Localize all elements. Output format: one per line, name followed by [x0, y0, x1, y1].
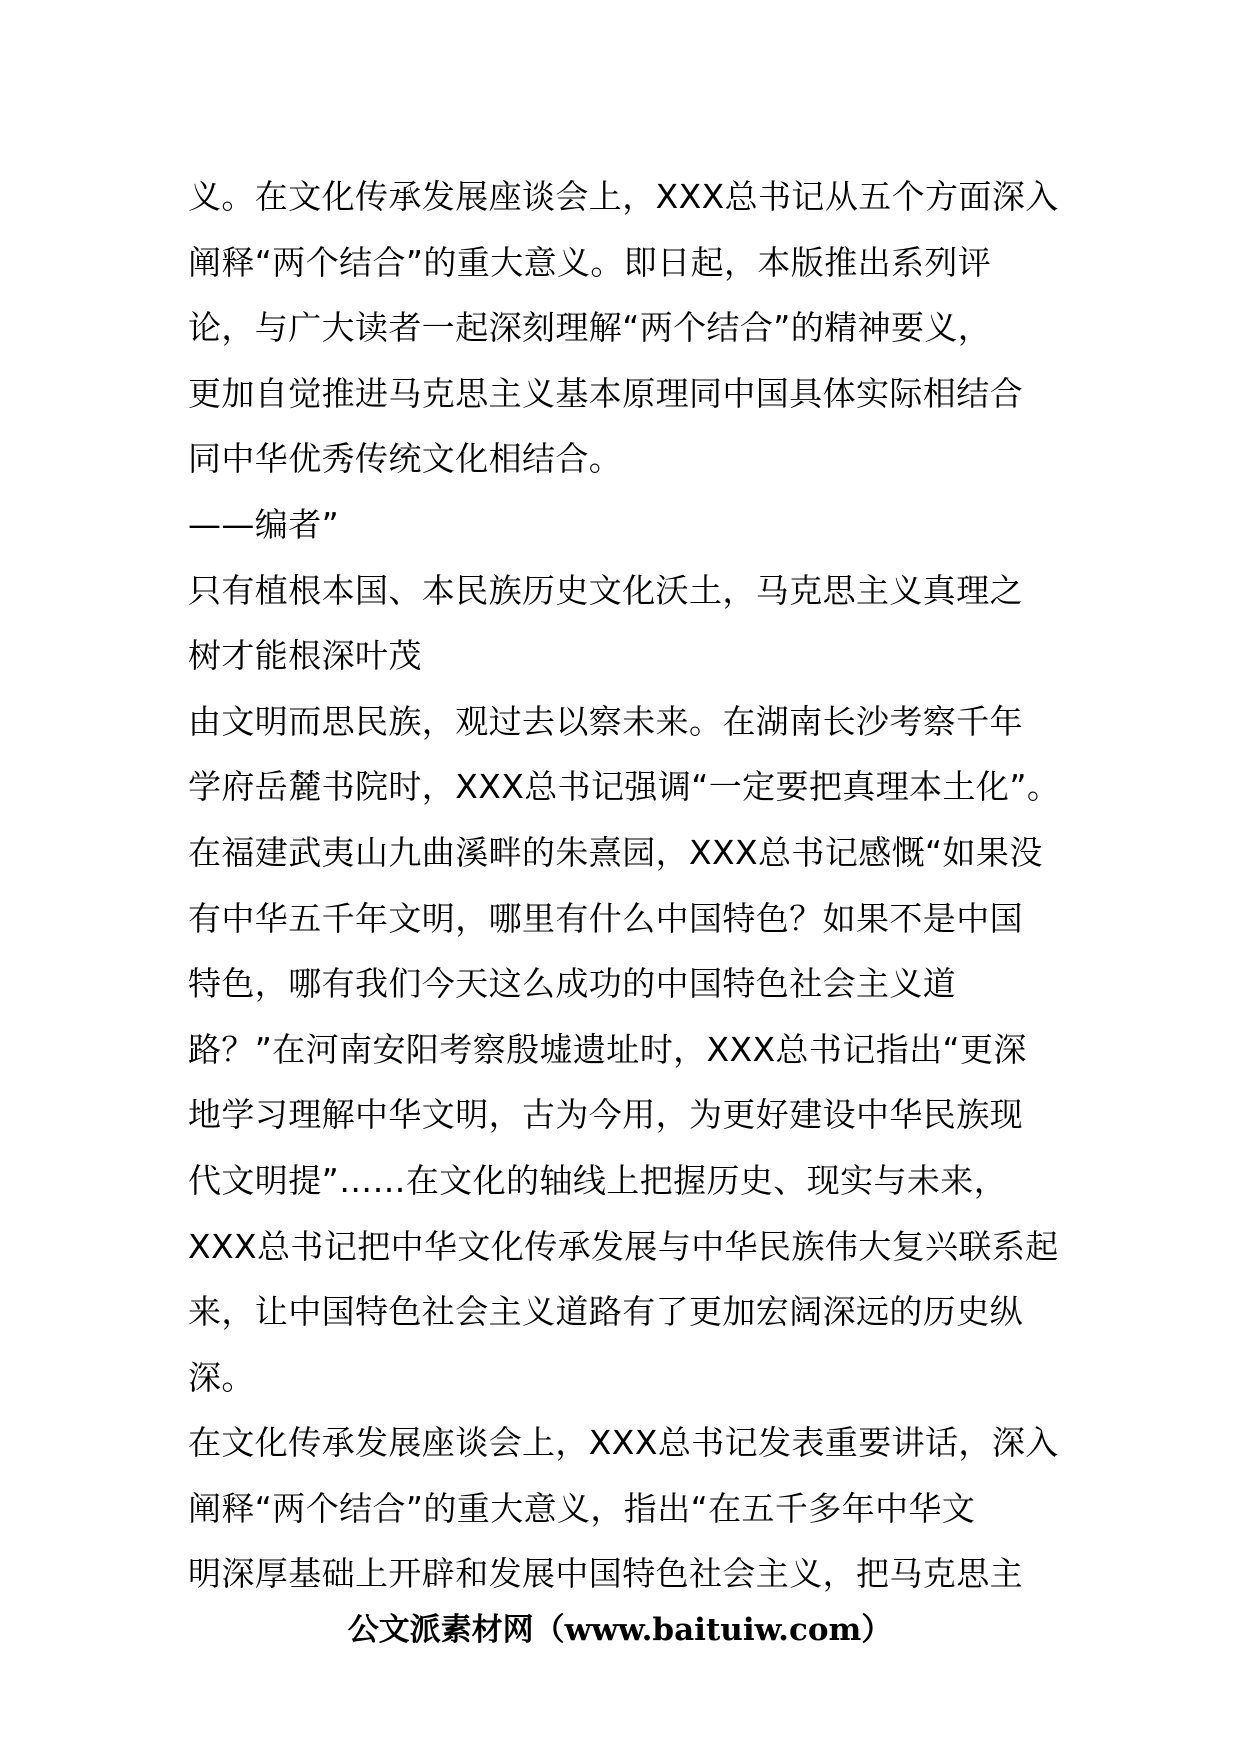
body-line-18: 来，让中国特色社会主义道路有了更加宏阔深远的历史纵	[188, 1292, 1023, 1332]
body-line-1: 义。在文化传承发展座谈会上，XXX总书记从五个方面深入	[188, 177, 1059, 216]
body-line-12: 有中华五千年文明，哪里有什么中国特色？如果不是中国	[188, 898, 1023, 938]
body-line-19: 深。	[188, 1357, 255, 1397]
editor-signature: ——编者”	[188, 504, 340, 544]
body-line-21: 阐释“两个结合”的重大意义，指出“在五千多年中华文	[188, 1488, 976, 1528]
footer-source: 公文派素材网（www.baituiw.com）	[347, 1612, 893, 1648]
section-heading-line-1: 只有植根本国、本民族历史文化沃土，马克思主义真理之	[188, 570, 1023, 610]
body-line-20: 在文化传承发展座谈会上，XXX总书记发表重要讲话，深入	[188, 1423, 1059, 1463]
section-heading-line-2: 树才能根深叶茂	[188, 636, 422, 676]
document-body	[188, 164, 1088, 1607]
body-line-9: 由文明而思民族，观过去以察未来。在湖南长沙考察千年	[188, 701, 1023, 741]
body-line-3: 论，与广大读者一起深刻理解“两个结合”的精神要义，	[188, 308, 992, 348]
body-line-10: 学府岳麓书院时，XXX总书记强调“一定要把真理本土化”。	[188, 767, 1061, 807]
body-line-2: 阐释“两个结合”的重大意义。即日起，本版推出系列评	[188, 242, 992, 282]
body-line-13: 特色，哪有我们今天这么成功的中国特色社会主义道	[188, 964, 957, 1004]
body-line-5: 同中华优秀传统文化相结合。	[188, 439, 623, 479]
body-line-16: 代文明提”……在文化的轴线上把握历史、现实与未来，	[188, 1160, 1008, 1200]
body-line-4: 更加自觉推进马克思主义基本原理同中国具体实际相结合	[188, 373, 1023, 413]
body-line-22: 明深厚基础上开辟和发展中国特色社会主义，把马克思主	[188, 1554, 1023, 1594]
body-line-17: XXX总书记把中华文化传承发展与中华民族伟大复兴联系起	[188, 1226, 1059, 1266]
body-line-11: 在福建武夷山九曲溪畔的朱熹园，XXX总书记感慨“如果没	[188, 832, 1043, 872]
body-line-14: 路？”在河南安阳考察殷墟遗址时，XXX总书记指出“更深	[188, 1029, 1027, 1069]
body-line-15: 地学习理解中华文明，古为今用，为更好建设中华民族现	[188, 1095, 1023, 1135]
